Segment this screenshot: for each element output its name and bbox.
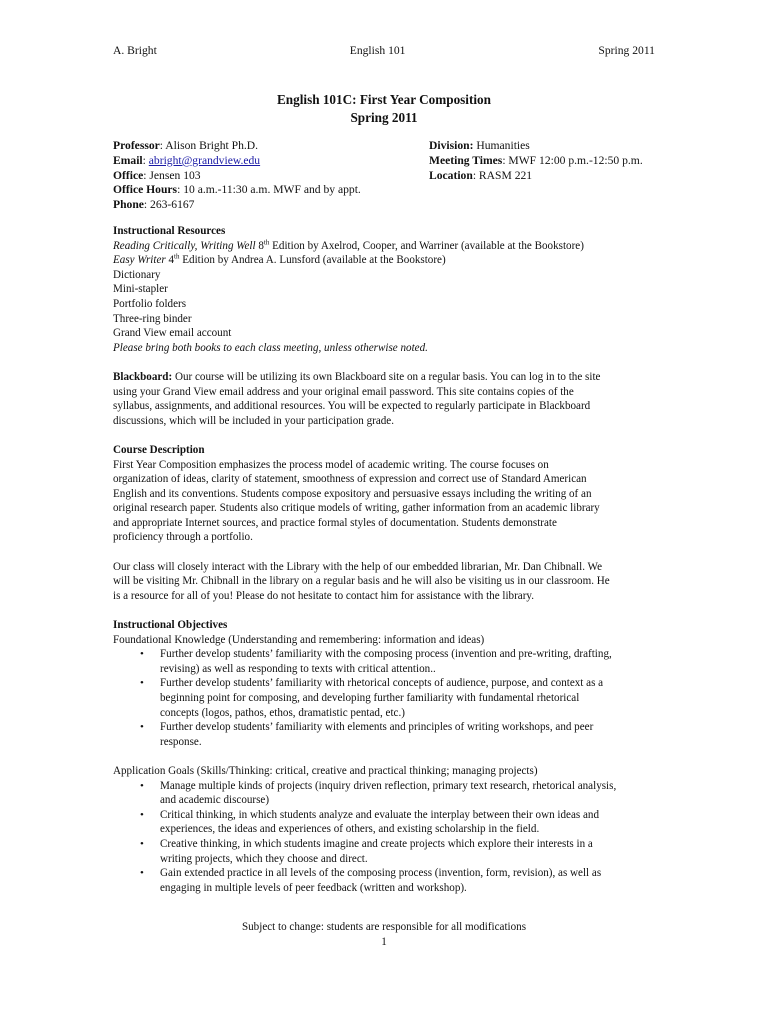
bullet-glyph: •: [140, 867, 144, 880]
division-label: Division:: [429, 139, 474, 152]
list-item: [113, 866, 658, 895]
resource-item: Portfolio folders: [113, 297, 187, 310]
bullet-line: revising) as well as responding to texts with critical attention..: [160, 662, 436, 675]
bullet-line: Creative thinking, in which students imagine and create projects which explore their interests in a: [160, 837, 593, 850]
professor-row: [113, 139, 413, 154]
library-line: Our class will closely interact with the Library with the help of our embedded librarian, Mr. Dan Chibnall. We: [113, 560, 603, 573]
resource-item: Grand View email account: [113, 327, 232, 340]
book-1-edition-number: 8: [255, 239, 264, 252]
location-value: : RASM 221: [472, 168, 533, 182]
description-line: and appropriate Internet sources, and practice formal styles of documentation. Students demonstrate: [113, 516, 557, 529]
meeting-times-label: Meeting Times: [429, 153, 503, 167]
bullet-glyph: •: [140, 808, 144, 821]
division-value: Humanities: [473, 139, 530, 152]
bullet-line: response.: [160, 735, 202, 748]
foundational-bullet-list: [113, 647, 658, 749]
application-bullet-list: [113, 779, 658, 896]
page-footer: [0, 920, 768, 950]
email-separator: :: [142, 153, 149, 167]
phone-value: : 263-6167: [143, 198, 195, 212]
email-label: Email: [113, 153, 143, 167]
book-2-title: Easy Writer: [113, 254, 166, 267]
book-1-edition-suffix: th: [263, 237, 270, 246]
resource-item: Mini-stapler: [113, 283, 168, 296]
book-1-details: Edition by Axelrod, Cooper, and Warriner (available at the Bookstore): [269, 239, 584, 252]
blackboard-text: Our course will be utilizing its own Blackboard site on a regular basis. You can log in to the site: [172, 370, 601, 383]
blackboard-section: [113, 370, 658, 428]
library-line: will be visiting Mr. Chibnall in the library on a regular basis and he will also be visiting us in our classroom. He: [113, 575, 610, 588]
instructional-resources-heading: Instructional Resources: [113, 225, 226, 237]
blackboard-line: [113, 370, 658, 385]
bullet-line: Further develop students’ familiarity with the composing process (invention and pre-writing, drafting,: [160, 648, 612, 661]
resource-book-1: [113, 239, 658, 254]
location-label: Location: [429, 168, 473, 182]
phone-row: [113, 198, 413, 213]
instructional-resources-section: [113, 224, 658, 355]
bullet-line: Gain extended practice in all levels of the composing process (invention, form, revision), as well as: [160, 867, 602, 880]
resource-book-2: [113, 253, 658, 268]
application-goals-section: [113, 764, 658, 895]
running-header: [113, 44, 655, 59]
bullet-line: engaging in multiple levels of peer feedback (written and workshop).: [160, 881, 467, 894]
blackboard-line: using your Grand View email address and your original email password. This site contains copies of the: [113, 385, 574, 398]
list-item: [113, 720, 658, 749]
location-row: [429, 169, 689, 184]
meeting-times-row: [429, 154, 689, 169]
bullet-line: concepts (logos, pathos, ethos, dramatistic pentad, etc.): [160, 706, 405, 719]
phone-label: Phone: [113, 198, 144, 212]
header-term: Spring 2011: [598, 44, 655, 57]
contact-left-column: [113, 139, 413, 213]
book-2-details: Edition by Andrea A. Lunsford (available at the Bookstore): [179, 254, 446, 267]
email-link[interactable]: abright@grandview.edu: [148, 153, 261, 167]
resource-item: Three-ring binder: [113, 312, 192, 325]
foundational-knowledge-title: Foundational Knowledge (Understanding and remembering: information and ideas): [113, 633, 485, 646]
footer-note: Subject to change: students are responsible for all modifications: [241, 921, 527, 933]
description-line: original research paper. Students also critique models of writing, gather information from an academic library: [113, 502, 600, 515]
page-number: 1: [381, 936, 387, 948]
office-hours-value: : 10 a.m.-11:30 a.m. MWF and by appt.: [177, 183, 361, 197]
bullet-line: Critical thinking, in which students analyze and evaluate the interplay between their own ideas and: [160, 808, 599, 821]
description-line: proficiency through a portfolio.: [113, 531, 253, 544]
blackboard-label: Blackboard:: [113, 370, 173, 383]
office-label: Office: [113, 168, 144, 182]
list-item: [113, 837, 658, 866]
office-value: : Jensen 103: [143, 168, 201, 182]
library-line: is a resource for all of you! Please do not hesitate to contact him for assistance with the library.: [113, 589, 535, 602]
bullet-line: Further develop students’ familiarity with rhetorical concepts of audience, purpose, and context as a: [160, 677, 604, 690]
list-item: [113, 808, 658, 837]
application-goals-title: Application Goals (Skills/Thinking: critical, creative and practical thinking; managing projects): [113, 764, 538, 777]
email-row: [113, 154, 413, 169]
blackboard-line: syllabus, assignments, and additional resources. You will be expected to regularly participate in Blackboard: [113, 400, 591, 413]
description-line: English and its conventions. Students compose expository and persuasive essays including the writing of an: [113, 487, 592, 500]
title-line-1: English 101C: First Year Composition: [277, 92, 491, 107]
description-line: organization of ideas, clarity of statement, smoothness of expression and correct use of Standard American: [113, 473, 587, 486]
instructional-objectives-section: [113, 618, 658, 749]
list-item: [113, 779, 658, 808]
book-2-edition-number: 4: [165, 254, 175, 267]
bullet-glyph: •: [140, 779, 144, 792]
resources-note: Please bring both books to each class meeting, unless otherwise noted.: [113, 341, 428, 354]
instructional-objectives-heading: Instructional Objectives: [113, 619, 228, 632]
header-author: A. Bright: [113, 44, 157, 57]
library-paragraph: [113, 560, 658, 604]
resource-item: Dictionary: [113, 268, 161, 281]
division-row: [429, 139, 689, 154]
office-row: [113, 169, 413, 184]
bullet-line: experiences, the ideas and experiences of others, and existing scholarship in the field.: [160, 823, 540, 836]
bullet-line: beginning point for composing, and developing further familiarity with fundamental rhetorical: [160, 692, 580, 704]
professor-value: : Alison Bright Ph.D.: [159, 139, 259, 152]
professor-label: Professor: [113, 139, 160, 152]
header-course: English 101: [349, 44, 406, 57]
syllabus-body: [113, 224, 658, 910]
document-title: [0, 91, 768, 127]
blackboard-line: discussions, which will be included in your participation grade.: [113, 414, 394, 427]
book-1-title: Reading Critically, Writing Well: [113, 239, 256, 252]
office-hours-row: [113, 183, 413, 198]
book-2-edition-suffix: th: [174, 252, 180, 261]
bullet-glyph: •: [140, 837, 144, 850]
bullet-line: writing projects, which they choose and direct.: [160, 852, 368, 865]
bullet-glyph: •: [140, 677, 144, 690]
list-item: [113, 647, 658, 676]
bullet-line: Further develop students’ familiarity with elements and principles of writing workshops, and peer: [160, 721, 594, 734]
list-item: [113, 676, 658, 720]
meeting-times-value: : MWF 12:00 p.m.-12:50 p.m.: [502, 153, 643, 167]
bullet-line: Manage multiple kinds of projects (inquiry driven reflection, primary text research, rhetorical analysis,: [160, 779, 617, 792]
course-description-heading: Course Description: [113, 443, 205, 456]
description-line: First Year Composition emphasizes the process model of academic writing. The course focuses on: [113, 458, 549, 471]
bullet-line: and academic discourse): [160, 794, 270, 807]
course-description-section: [113, 443, 658, 545]
office-hours-label: Office Hours: [113, 183, 178, 197]
contact-right-column: [429, 139, 689, 183]
bullet-glyph: •: [140, 648, 144, 661]
title-line-2: Spring 2011: [350, 110, 418, 125]
bullet-glyph: •: [140, 721, 144, 734]
